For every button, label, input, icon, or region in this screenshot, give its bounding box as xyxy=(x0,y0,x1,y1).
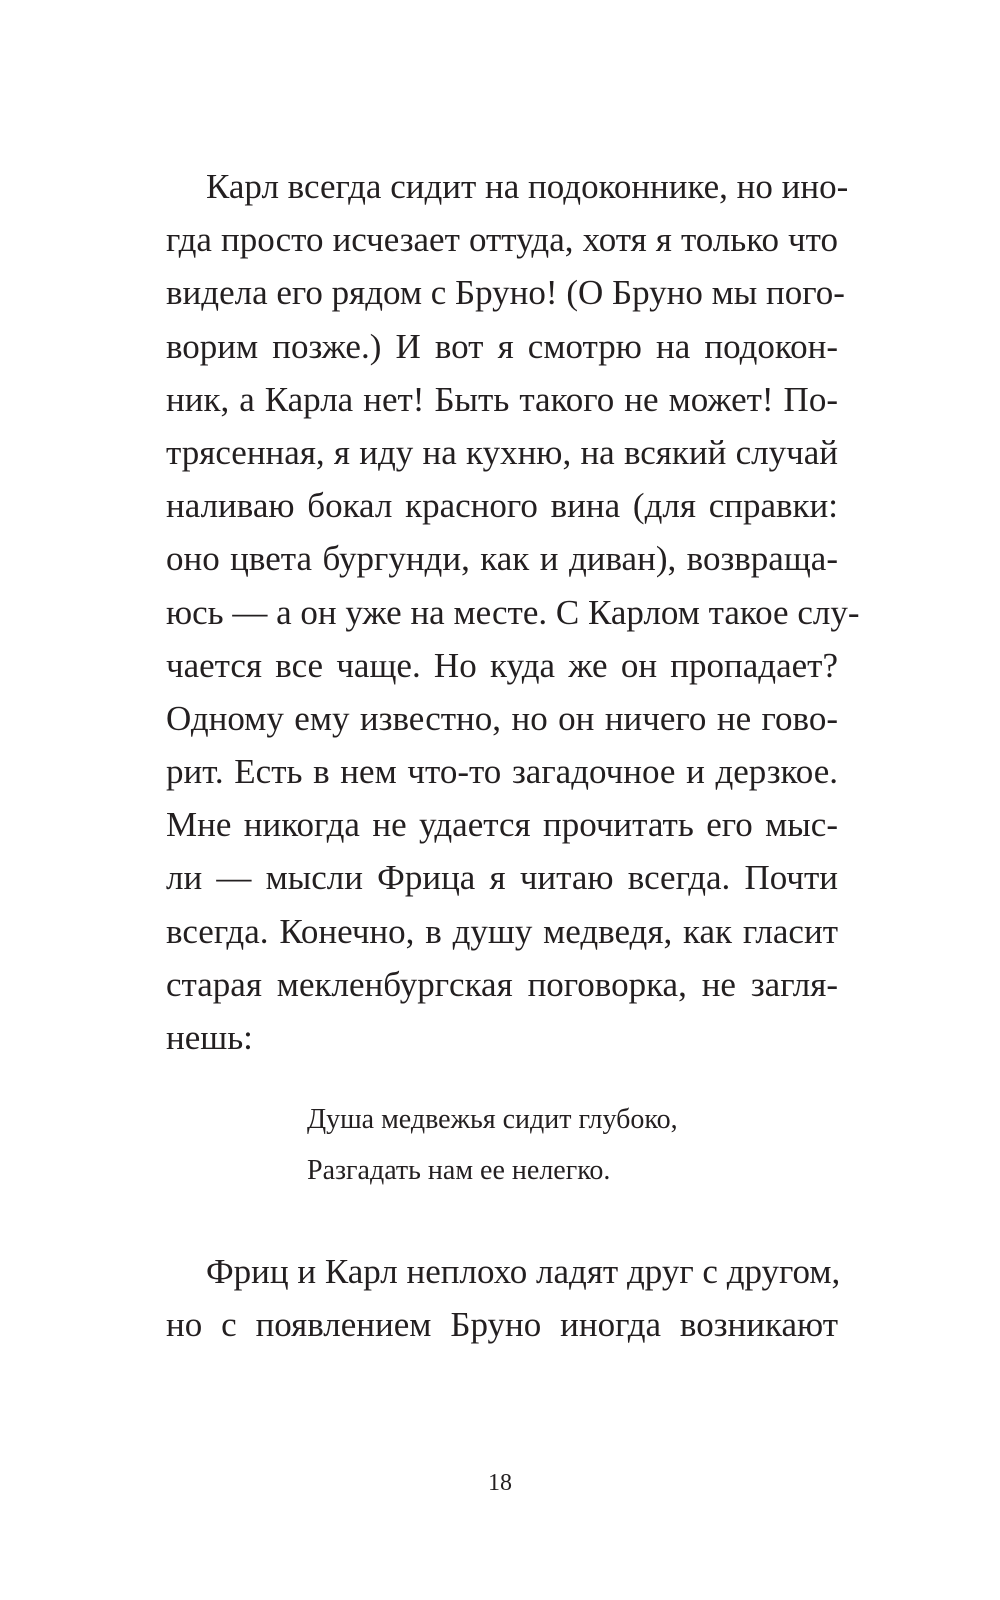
text-line: Фриц и Карл неплохо ладят друг с другом, xyxy=(206,1252,841,1291)
text-line: Одному ему известно, но он ничего не гово- xyxy=(166,698,838,738)
text-line: Карл всегда сидит на подоконнике, но ино- xyxy=(206,167,849,206)
text-line: оно цвета бургунди, как и диван), возвраща- xyxy=(166,539,838,579)
paragraph-main xyxy=(166,160,860,1064)
text-line: юсь — а он уже на месте. С Карлом такое слу- xyxy=(166,592,860,632)
text-line: старая мекленбургская поговорка, не загля- xyxy=(166,964,838,1004)
text-line: нешь: xyxy=(166,1018,253,1057)
text-line: наливаю бокал красного вина (для справки: xyxy=(166,486,838,526)
text-line: ворим позже.) И вот я смотрю на подокон- xyxy=(166,326,838,366)
text-line: гда просто исчезает оттуда, хотя я только что xyxy=(166,220,838,260)
text-line: Мне никогда не удается прочитать его мыс- xyxy=(166,805,838,845)
text-line: видела его рядом с Бруно! (О Бруно мы пого- xyxy=(166,273,845,313)
text-line: ник, а Карла нет! Быть такого не может! По- xyxy=(166,379,838,419)
text-line: трясенная, я иду на кухню, на всякий случай xyxy=(166,432,838,472)
paragraph-second xyxy=(166,1245,841,1351)
text-line: чается все чаще. Но куда же он пропадает? xyxy=(166,645,838,685)
text-line: рит. Есть в нем что-то загадочное и дерзкое. xyxy=(166,752,838,792)
poem-quote xyxy=(307,1094,678,1196)
poem-line: Разгадать нам ее нелегко. xyxy=(307,1155,611,1186)
page-number: 18 xyxy=(488,1470,512,1496)
text-line: всегда. Конечно, в душу медведя, как гласит xyxy=(166,911,838,951)
text-line: ли — мысли Фрица я читаю всегда. Почти xyxy=(166,858,838,898)
poem-line: Душа медвежья сидит глубоко, xyxy=(307,1104,678,1135)
text-line: но с появлением Бруно иногда возникают xyxy=(166,1305,838,1345)
